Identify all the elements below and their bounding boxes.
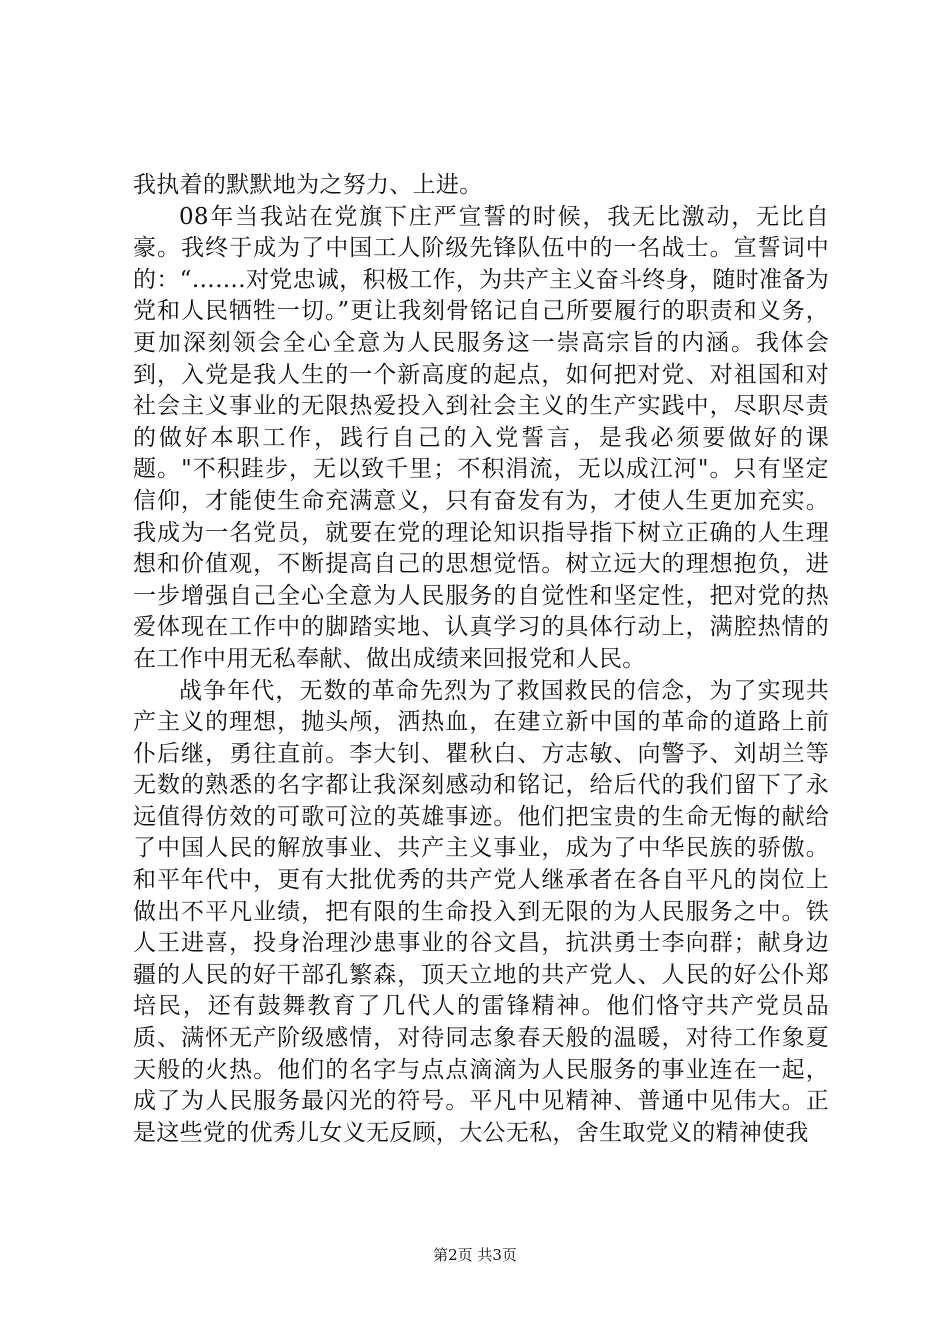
page-number-footer: 第2页 共3页	[433, 1246, 517, 1264]
paragraph-continuation: 我执着的默默地为之努力、上进。	[133, 172, 483, 198]
paragraph-martyrs: 战争年代，无数的革命先烈为了救国救民的信念，为了实现共产主义的理想，抛头颅，洒热血，在建立新中国的革命的道路上前仆后继，勇往直前。李大钊、瞿秋白、方志敏、向警予、刘胡兰等无数的熟悉的名字都让我深刻感动和铭记，给后代的我们留下了永远值得仿效的可歌可泣的英雄事迹。他们把宝贵的生命无悔的献给了中国人民的解放事业、共产主义事业，成为了中华民族的骄傲。和平年代中，更有大批优秀的共产党人继承者在各自平凡的岗位上做出不平凡业绩，把有限的生命投入到无限的为人民服务之中。铁人王进喜，投身治理沙患事业的谷文昌，抗洪勇士李向群；献身边疆的人民的好干部孔繁森，顶天立地的共产党人、人民的好公仆郑培民，还有鼓舞教育了几代人的雷锋精神。他们恪守共产党员品质、满怀无产阶级感情，对待同志象春天般的温暖，对待工作象夏天般的火热。他们的名字与点点滴滴为人民服务的事业连在一起，成了为人民服务最闪光的符号。平凡中见精神、普通中见伟大。正是这些党的优秀儿女义无反顾，大公无私，舍生取党义的精神使我	[133, 677, 829, 1146]
paragraph-oath: 08年当我站在党旗下庄严宣誓的时候，我无比激动，无比自豪。我终于成为了中国工人阶级先锋队伍中的一名战士。宣誓词中的：“…….对党忠诚，积极工作，为共产主义奋斗终身，随时准备为党和人民牺牲一切。”更让我刻骨铭记自己所要履行的职责和义务，更加深刻领会全心全意为人民服务这一崇高宗旨的内涵。我体会到，入党是我人生的一个新高度的起点，如何把对党、对祖国和对社会主义事业的无限热爱投入到社会主义的生产实践中，尽职尽责的做好本职工作，践行自己的入党誓言，是我必须要做好的课题。"不积跬步，无以致千里；不积涓流，无以成江河"。只有坚定信仰，才能使生命充满意义，只有奋发有为，才使人生更加充实。我成为一名党员，就要在党的理论知识指导指下树立正确的人生理想和价值观，不断提高自己的思想觉悟。树立远大的理想抱负，进一步增强自己全心全意为人民服务的自觉性和坚定性，把对党的热爱体现在工作中的脚踏实地、认真学习的具体行动上，满腔热情的在工作中用无私奉献、做出成绩来回报党和人民。	[133, 203, 829, 672]
body-text	[133, 170, 829, 1149]
